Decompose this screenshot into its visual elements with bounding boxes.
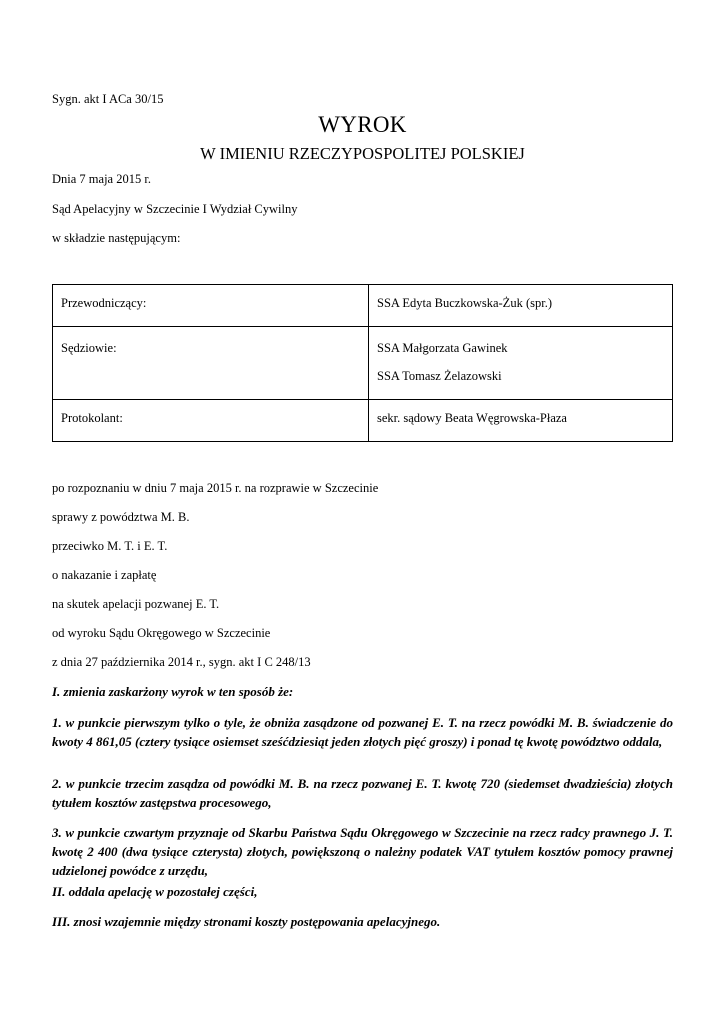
chair-value: SSA Edyta Buczkowska-Żuk (spr.) [377, 296, 552, 310]
proceedings-line: po rozpoznaniu w dniu 7 maja 2015 r. na rozprawie w Szczecinie [52, 481, 379, 495]
ruling-second: II. oddala apelację w pozostałej części, [52, 884, 258, 899]
chair-value-cell [369, 285, 673, 327]
proceedings-line: z dnia 27 października 2014 r., sygn. akt I C 248/13 [52, 655, 311, 669]
table-row [53, 327, 673, 400]
judges-value-cell [369, 327, 673, 400]
court-composition-table [52, 284, 673, 442]
proceedings-line: o nakazanie i zapłatę [52, 568, 157, 582]
judges-label-cell [53, 327, 369, 400]
clerk-label: Protokolant: [61, 411, 123, 425]
judgment-title: WYROK [318, 112, 407, 137]
chair-label-cell [53, 285, 369, 327]
ruling-point: 2. w punkcie trzecim zasądza od powódki M. B. na rzecz pozwanej E. T. kwotę 720 (siedemset dwadzieścia) złotych tytułem kosztów zastępstwa procesowego, [52, 776, 673, 810]
case-signature: Sygn. akt I ACa 30/15 [52, 92, 164, 106]
clerk-value-cell [369, 400, 673, 442]
judge-name: SSA Małgorzata Gawinek [377, 341, 508, 355]
judges-label: Sędziowie: [61, 341, 117, 355]
judgment-date: Dnia 7 maja 2015 r. [52, 172, 151, 186]
ruling-heading: I. zmienia zaskarżony wyrok w ten sposób że: [52, 684, 294, 699]
proceedings-line: przeciwko M. T. i E. T. [52, 539, 168, 553]
chair-label: Przewodniczący: [61, 296, 147, 310]
judgment-subtitle: W IMIENIU RZECZYPOSPOLITEJ POLSKIEJ [200, 144, 525, 163]
proceedings-line: od wyroku Sądu Okręgowego w Szczecinie [52, 626, 271, 640]
court-name: Sąd Apelacyjny w Szczecinie I Wydział Cywilny [52, 202, 298, 216]
clerk-value: sekr. sądowy Beata Węgrowska-Płaza [377, 411, 567, 425]
judge-name: SSA Tomasz Żelazowski [377, 369, 502, 383]
proceedings-line: na skutek apelacji pozwanej E. T. [52, 597, 220, 611]
ruling-point: 3. w punkcie czwartym przyznaje od Skarbu Państwa Sądu Okręgowego w Szczecinie na rzecz radcy prawnego J. T. kwotę 2 400 (dwa tysiące czterysta) złotych, powiększoną o należny podatek VAT tytułem kosztów pomocy prawnej udzielonej powódce z urzędu, [52, 825, 673, 878]
ruling-point: 1. w punkcie pierwszym tylko o tyle, że obniża zasądzone od pozwanej E. T. na rzecz powódki M. B. świadczenie do kwoty 4 861,05 (cztery tysiące osiemset sześćdziesiąt jeden złotych pięć groszy) i ponad tę kwotę powództwo oddala, [52, 715, 673, 749]
composition-label: w składzie następującym: [52, 231, 181, 245]
clerk-label-cell [53, 400, 369, 442]
proceedings-line: sprawy z powództwa M. B. [52, 510, 190, 524]
table-row [53, 400, 673, 442]
ruling-third: III. znosi wzajemnie między stronami koszty postępowania apelacyjnego. [52, 914, 441, 929]
table-row [53, 285, 673, 327]
